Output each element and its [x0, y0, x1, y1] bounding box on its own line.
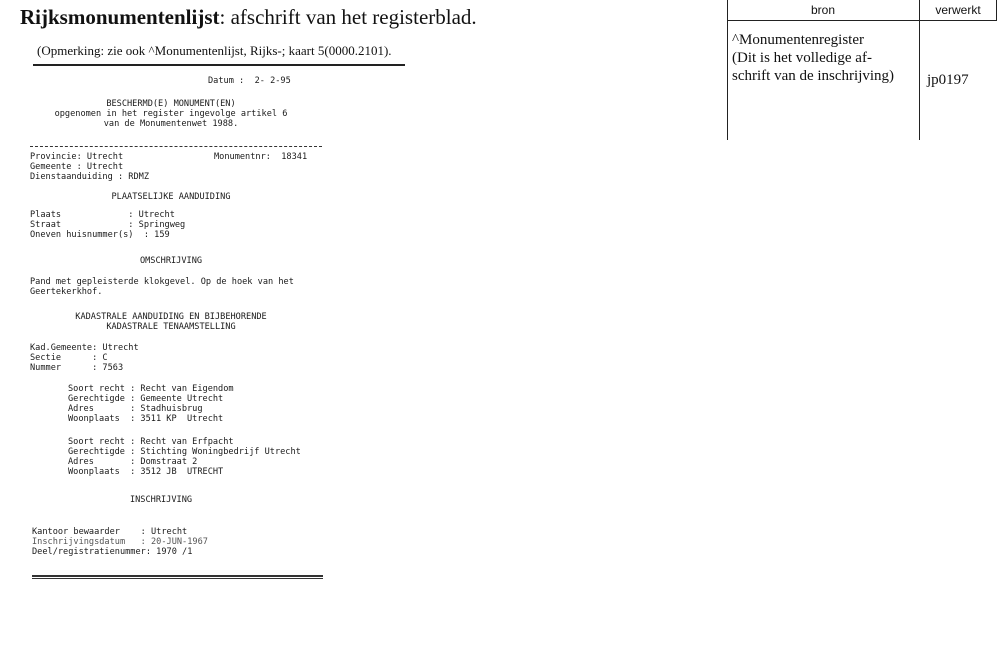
inschrijving-line: Kantoor bewaarder : Utrecht: [32, 527, 188, 537]
note-line: (Opmerking: zie ook ^Monumentenlijst, Rijks-; kaart 5(0000.2101).: [37, 43, 392, 58]
note-rule: [33, 64, 405, 66]
plaatselijk-line: Straat : Springweg: [30, 220, 186, 230]
table-header-verwerkt: verwerkt: [935, 3, 981, 17]
kadastraal-line: Sectie : C: [30, 353, 108, 363]
register-title-2: opgenomen in het register ingevolge artikel 6: [54, 109, 288, 119]
heading-bold: Rijksmonumentenlijst: [20, 5, 220, 29]
recht1-line: Soort recht : Recht van Eigendom: [68, 384, 234, 394]
kadastraal-line: Kad.Gemeente: Utrecht: [30, 343, 139, 353]
dashed-rule: [30, 146, 322, 147]
omschrijving-header: OMSCHRIJVING: [139, 256, 203, 266]
plaatselijk-line: Plaats : Utrecht: [30, 210, 175, 220]
register-date: Datum : 2- 2-95: [208, 76, 291, 86]
recht2-line: Soort recht : Recht van Erfpacht: [68, 437, 234, 447]
bron-line: (Dit is het volledige af-: [732, 50, 872, 66]
inschrijving-line: Deel/registratienummer: 1970 /1: [32, 547, 193, 557]
inschrijving-header: INSCHRIJVING: [129, 495, 193, 505]
source-table: [727, 0, 997, 140]
register-title-3: van de Monumentenwet 1988.: [103, 119, 239, 129]
table-cell-bron: [732, 31, 894, 85]
recht1-line: Adres : Stadhuisbrug: [68, 404, 203, 414]
recht2-line: Woonplaats : 3512 JB UTRECHT: [68, 467, 224, 477]
monumentnr: Monumentnr: 18341: [214, 152, 308, 162]
inschrijving-line: Inschrijvingsdatum : 20-JUN-1967: [32, 537, 208, 547]
recht1-line: Gerechtigde : Gemeente Utrecht: [68, 394, 224, 404]
recht2-line: Adres : Domstraat 2: [68, 457, 198, 467]
omschrijving-line: Pand met gepleisterde klokgevel. Op de hoek van het: [30, 277, 294, 287]
plaatselijk-header: PLAATSELIJKE AANDUIDING: [111, 192, 231, 202]
table-border-right: [996, 0, 997, 20]
gemeente: Gemeente : Utrecht: [30, 162, 124, 172]
recht1-line: Woonplaats : 3511 KP Utrecht: [68, 414, 224, 424]
bottom-rule: [32, 575, 323, 579]
recht2-line: Gerechtigde : Stichting Woningbedrijf Utrecht: [68, 447, 301, 457]
document-heading: [20, 5, 477, 30]
omschrijving-line: Geertekerkhof.: [30, 287, 103, 297]
provincie: Provincie: Utrecht: [30, 152, 124, 162]
dienstaanduiding: Dienstaanduiding : RDMZ: [30, 172, 149, 182]
register-title-1: BESCHERMD(E) MONUMENT(EN): [106, 99, 236, 109]
plaatselijk-line: Oneven huisnummer(s) : 159: [30, 230, 170, 240]
heading-rest: : afschrift van het registerblad.: [219, 5, 477, 29]
kadastraal-line: Nummer : 7563: [30, 363, 124, 373]
kadastraal-header-1: KADASTRALE AANDUIDING EN BIJBEHORENDE: [75, 312, 267, 322]
table-divider: [919, 0, 920, 140]
bron-line: schrift van de inschrijving): [732, 68, 895, 84]
table-border-left: [727, 0, 728, 140]
bron-line: ^Monumentenregister: [732, 32, 865, 48]
table-cell-verwerkt: jp0197: [927, 72, 969, 88]
table-header-bron: bron: [810, 3, 836, 17]
kadastraal-header-2: KADASTRALE TENAAMSTELLING: [106, 322, 236, 332]
table-header-rule: [727, 20, 997, 21]
